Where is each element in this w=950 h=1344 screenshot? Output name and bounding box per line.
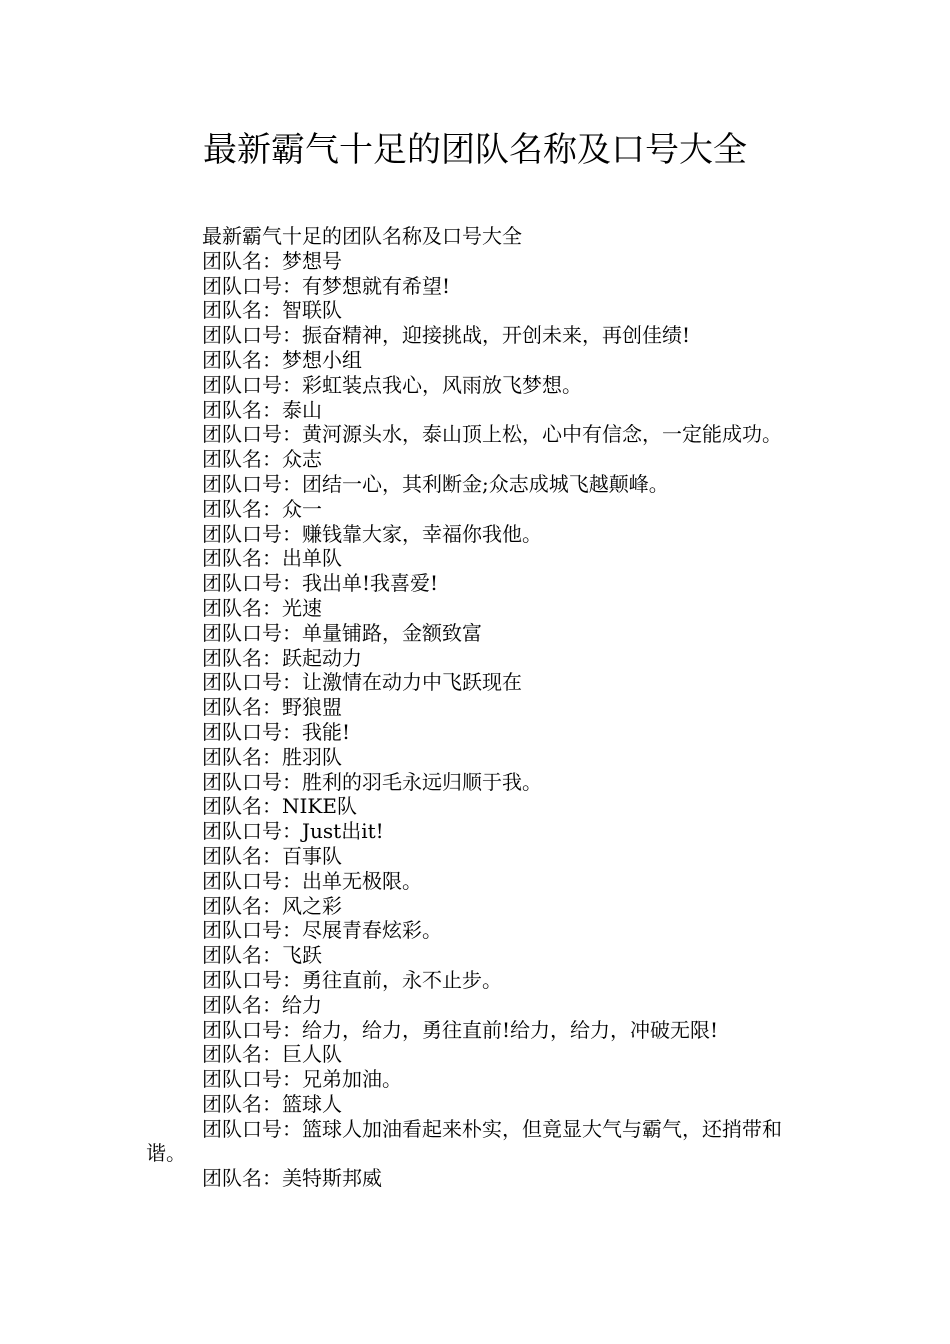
body-line: 团队口号：我出单!我喜爱!	[202, 571, 439, 596]
body-line: 团队名：美特斯邦威	[202, 1166, 382, 1191]
body-line: 团队口号：单量铺路，金额致富	[202, 620, 482, 645]
body-line: 团队名：百事队	[202, 843, 342, 868]
body-line: 团队名：风之彩	[202, 893, 342, 918]
body-line: 团队名：泰山	[202, 397, 322, 422]
body-line: 团队名：给力	[202, 992, 322, 1017]
body-line: 团队名：野狼盟	[202, 695, 342, 720]
body-line: 团队口号：赚钱靠大家，幸福你我他。	[202, 521, 542, 546]
body-line: 团队名：飞跃	[202, 943, 322, 968]
body-line: 团队口号：篮球人加油看起来朴实，但竟显大气与霸气，还捎带和谐。	[146, 1116, 782, 1166]
body-line: 团队名：胜羽队	[202, 744, 342, 769]
body-line: 团队口号：出单无极限。	[202, 868, 422, 893]
body-line: 团队名：众志	[202, 447, 322, 472]
body-line: 团队口号：给力，给力，勇往直前!给力，给力，冲破无限!	[202, 1017, 719, 1042]
body-line: 团队口号：尽展青春炫彩。	[202, 918, 442, 943]
body-line: 团队口号：有梦想就有希望!	[202, 273, 451, 298]
body-line: 团队名：出单队	[202, 546, 342, 571]
body-line: 团队名：NIKE队	[202, 794, 357, 819]
body-line: 团队口号：团结一心，其利断金;众志成城飞越颠峰。	[202, 471, 669, 496]
body-line: 团队名：智联队	[202, 298, 342, 323]
body-line: 团队口号：彩虹装点我心，风雨放飞梦想。	[202, 372, 582, 397]
body-line: 团队口号：黄河源头水，泰山顶上松，心中有信念，一定能成功。	[202, 422, 782, 447]
document-body	[146, 224, 810, 1191]
body-line: 团队口号：Just出it!	[202, 819, 384, 844]
body-line: 团队口号：我能!	[202, 719, 351, 744]
body-line: 团队口号：兄弟加油。	[202, 1067, 402, 1092]
body-line: 团队名：巨人队	[202, 1042, 342, 1067]
body-line: 团队口号：让激情在动力中飞跃现在	[202, 670, 522, 695]
body-line: 最新霸气十足的团队名称及口号大全	[202, 224, 522, 248]
body-line: 团队名：光速	[202, 595, 322, 620]
document-title: 最新霸气十足的团队名称及口号大全	[203, 130, 747, 170]
body-line: 团队名：众一	[202, 496, 322, 521]
body-line: 团队口号：振奋精神，迎接挑战，开创未来，再创佳绩!	[202, 323, 691, 348]
body-line: 团队名：跃起动力	[202, 645, 362, 670]
body-line: 团队名：梦想小组	[202, 347, 362, 372]
body-line: 团队口号：勇往直前，永不止步。	[202, 967, 502, 992]
body-line: 团队名：篮球人	[202, 1091, 342, 1116]
body-line: 团队口号：胜利的羽毛永远归顺于我。	[202, 769, 542, 794]
body-line: 团队名：梦想号	[202, 248, 342, 273]
